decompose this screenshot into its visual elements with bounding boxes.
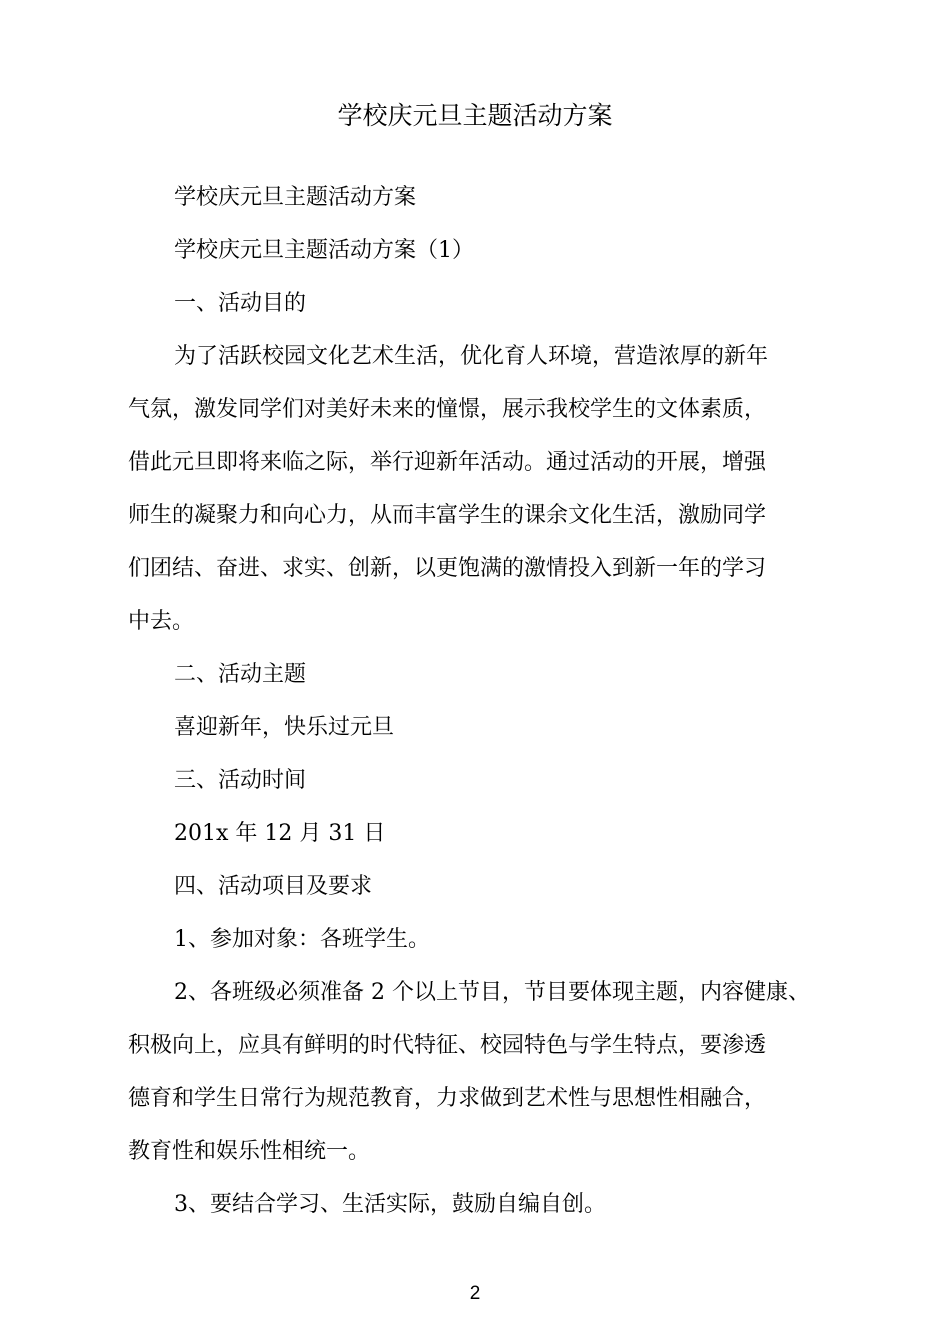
- list-item: 1、参加对象：各班学生。: [174, 927, 430, 952]
- subtitle-line: 学校庆元旦主题活动方案: [174, 185, 417, 210]
- paragraph-line: 们团结、奋进、求实、创新，以更饱满的激情投入到新一年的学习: [128, 556, 767, 581]
- section-heading: 一、活动目的: [174, 291, 307, 316]
- paragraph-line: 201x 年 12 月 31 日: [174, 821, 386, 846]
- paragraph-line: 气氛，激发同学们对美好未来的憧憬，展示我校学生的文体素质，: [128, 397, 767, 422]
- list-item: 3、要结合学习、生活实际，鼓励自编自创。: [174, 1192, 606, 1217]
- document-title: 学校庆元旦主题活动方案: [337, 101, 613, 130]
- paragraph-line: 中去。: [128, 609, 195, 634]
- section-heading: 学校庆元旦主题活动方案（1）: [174, 238, 474, 263]
- list-item: 2、各班级必须准备 2 个以上节目，节目要体现主题，内容健康、: [174, 980, 810, 1005]
- section-heading: 三、活动时间: [174, 768, 307, 793]
- paragraph-line: 教育性和娱乐性相统一。: [128, 1139, 371, 1164]
- section-heading: 四、活动项目及要求: [174, 874, 373, 899]
- paragraph-line: 喜迎新年，快乐过元旦: [174, 715, 395, 740]
- page-number: 2: [469, 1283, 481, 1304]
- paragraph-line: 德育和学生日常行为规范教育，力求做到艺术性与思想性相融合，: [128, 1086, 767, 1111]
- paragraph-line: 师生的凝聚力和向心力，从而丰富学生的课余文化生活，激励同学: [128, 503, 767, 528]
- paragraph-line: 为了活跃校园文化艺术生活，优化育人环境，营造浓厚的新年: [174, 344, 769, 369]
- paragraph-line: 积极向上，应具有鲜明的时代特征、校园特色与学生特点，要渗透: [128, 1033, 767, 1058]
- paragraph-line: 借此元旦即将来临之际，举行迎新年活动。通过活动的开展，增强: [128, 450, 767, 475]
- section-heading: 二、活动主题: [174, 662, 307, 687]
